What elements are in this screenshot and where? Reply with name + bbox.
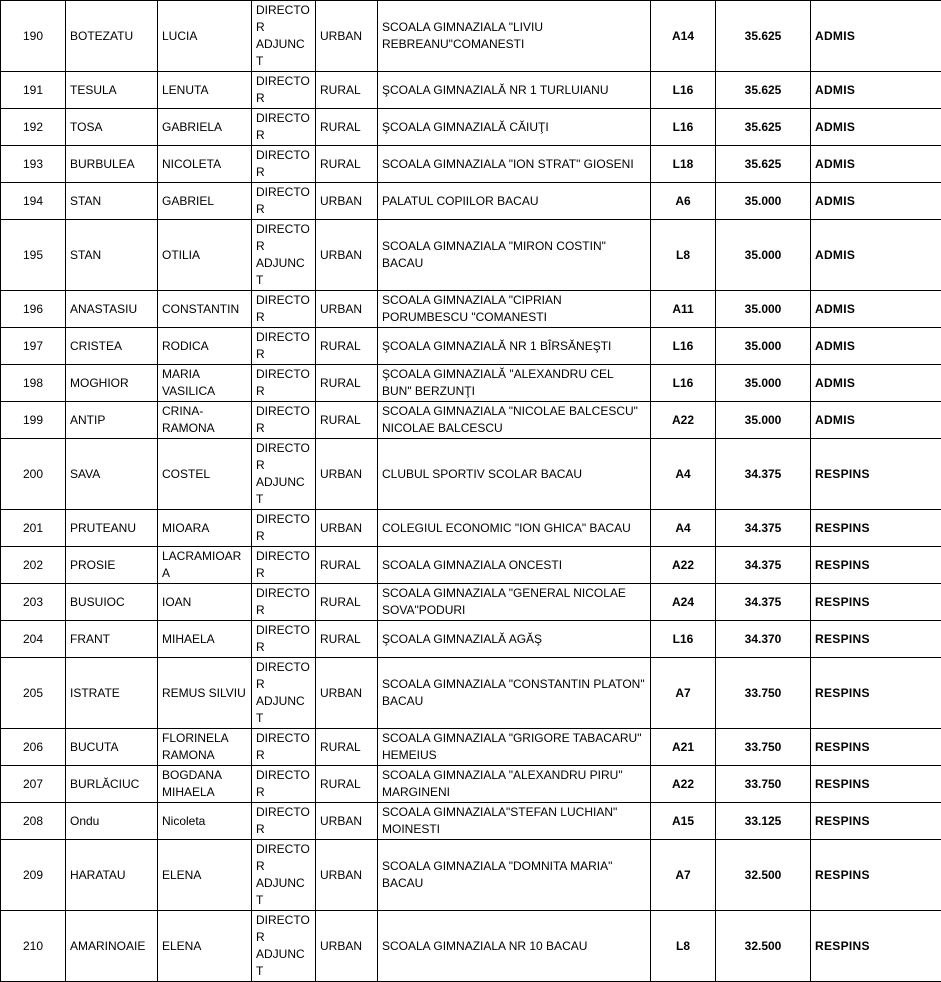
environment-cell: RURAL — [316, 402, 378, 439]
environment-cell: RURAL — [316, 146, 378, 183]
position-cell: DIRECTOR ADJUNCT — [252, 840, 316, 911]
school-name-cell: SCOALA GIMNAZIALA NR 10 BACAU — [378, 911, 651, 982]
exam-code-cell: L8 — [651, 220, 716, 291]
first-name-cell: LENUTA — [158, 72, 252, 109]
last-name-cell: BUCUTA — [66, 729, 158, 766]
exam-code-cell: A11 — [651, 291, 716, 328]
last-name-cell: ANTIP — [66, 402, 158, 439]
school-name-cell: SCOALA GIMNAZIALA "GRIGORE TABACARU" HEMEIUS — [378, 729, 651, 766]
status-cell: RESPINS — [811, 911, 941, 982]
status-cell: RESPINS — [811, 729, 941, 766]
last-name-cell: FRANT — [66, 621, 158, 658]
exam-code-cell: A22 — [651, 547, 716, 584]
status-cell: RESPINS — [811, 658, 941, 729]
score-cell: 33.750 — [716, 766, 811, 803]
school-name-cell: SCOALA GIMNAZIALA "LIVIU REBREANU"COMANESTI — [378, 1, 651, 72]
position-cell: DIRECTOR ADJUNCT — [252, 1, 316, 72]
school-name-cell: SCOALA GIMNAZIALA "GENERAL NICOLAE SOVA"PODURI — [378, 584, 651, 621]
exam-code-cell: A6 — [651, 183, 716, 220]
exam-code-cell: A7 — [651, 658, 716, 729]
score-cell: 35.000 — [716, 291, 811, 328]
row-number-cell: 200 — [1, 439, 66, 510]
table-row — [1, 584, 941, 621]
row-number-cell: 191 — [1, 72, 66, 109]
first-name-cell: FLORINELA RAMONA — [158, 729, 252, 766]
school-name-cell: ŞCOALA GIMNAZIALĂ "ALEXANDRU CEL BUN" BERZUNŢI — [378, 365, 651, 402]
status-cell: ADMIS — [811, 328, 941, 365]
row-number-cell: 201 — [1, 510, 66, 547]
first-name-cell: CONSTANTIN — [158, 291, 252, 328]
row-number-cell: 209 — [1, 840, 66, 911]
first-name-cell: NICOLETA — [158, 146, 252, 183]
status-cell: ADMIS — [811, 146, 941, 183]
status-cell: ADMIS — [811, 365, 941, 402]
position-cell: DIRECTOR — [252, 547, 316, 584]
table-row — [1, 1, 941, 72]
position-cell: DIRECTOR — [252, 729, 316, 766]
score-cell: 33.750 — [716, 658, 811, 729]
table-row — [1, 621, 941, 658]
status-cell: RESPINS — [811, 584, 941, 621]
row-number-cell: 210 — [1, 911, 66, 982]
position-cell: DIRECTOR ADJUNCT — [252, 439, 316, 510]
exam-code-cell: A4 — [651, 439, 716, 510]
school-name-cell: CLUBUL SPORTIV SCOLAR BACAU — [378, 439, 651, 510]
row-number-cell: 197 — [1, 328, 66, 365]
table-row — [1, 658, 941, 729]
last-name-cell: PROSIE — [66, 547, 158, 584]
score-cell: 34.375 — [716, 439, 811, 510]
first-name-cell: GABRIELA — [158, 109, 252, 146]
exam-code-cell: A4 — [651, 510, 716, 547]
row-number-cell: 204 — [1, 621, 66, 658]
first-name-cell: BOGDANA MIHAELA — [158, 766, 252, 803]
row-number-cell: 194 — [1, 183, 66, 220]
first-name-cell: MIHAELA — [158, 621, 252, 658]
row-number-cell: 202 — [1, 547, 66, 584]
status-cell: RESPINS — [811, 621, 941, 658]
score-cell: 35.000 — [716, 220, 811, 291]
score-cell: 35.625 — [716, 146, 811, 183]
school-name-cell: SCOALA GIMNAZIALA "CIPRIAN PORUMBESCU "COMANESTI — [378, 291, 651, 328]
position-cell: DIRECTOR — [252, 510, 316, 547]
status-cell: RESPINS — [811, 803, 941, 840]
position-cell: DIRECTOR — [252, 402, 316, 439]
environment-cell: URBAN — [316, 510, 378, 547]
status-cell: ADMIS — [811, 291, 941, 328]
first-name-cell: LACRAMIOARA — [158, 547, 252, 584]
last-name-cell: STAN — [66, 220, 158, 291]
exam-code-cell: A7 — [651, 840, 716, 911]
school-name-cell: SCOALA GIMNAZIALA "NICOLAE BALCESCU" NICOLAE BALCESCU — [378, 402, 651, 439]
row-number-cell: 193 — [1, 146, 66, 183]
environment-cell: RURAL — [316, 621, 378, 658]
school-name-cell: ŞCOALA GIMNAZIALĂ CĂIUŢI — [378, 109, 651, 146]
status-cell: ADMIS — [811, 109, 941, 146]
environment-cell: URBAN — [316, 439, 378, 510]
exam-code-cell: L16 — [651, 365, 716, 402]
last-name-cell: PRUTEANU — [66, 510, 158, 547]
first-name-cell: LUCIA — [158, 1, 252, 72]
table-row — [1, 547, 941, 584]
row-number-cell: 205 — [1, 658, 66, 729]
score-cell: 34.370 — [716, 621, 811, 658]
table-row — [1, 911, 941, 982]
environment-cell: URBAN — [316, 803, 378, 840]
last-name-cell: AMARINOAIE — [66, 911, 158, 982]
table-row — [1, 146, 941, 183]
school-name-cell: SCOALA GIMNAZIALA "MIRON COSTIN" BACAU — [378, 220, 651, 291]
last-name-cell: MOGHIOR — [66, 365, 158, 402]
first-name-cell: GABRIEL — [158, 183, 252, 220]
first-name-cell: Nicoleta — [158, 803, 252, 840]
last-name-cell: BOTEZATU — [66, 1, 158, 72]
row-number-cell: 195 — [1, 220, 66, 291]
school-name-cell: SCOALA GIMNAZIALA "DOMNITA MARIA" BACAU — [378, 840, 651, 911]
table-row — [1, 183, 941, 220]
environment-cell: URBAN — [316, 911, 378, 982]
position-cell: DIRECTOR — [252, 72, 316, 109]
status-cell: ADMIS — [811, 72, 941, 109]
row-number-cell: 190 — [1, 1, 66, 72]
position-cell: DIRECTOR — [252, 183, 316, 220]
environment-cell: RURAL — [316, 72, 378, 109]
score-cell: 32.500 — [716, 911, 811, 982]
school-name-cell: COLEGIUL ECONOMIC "ION GHICA" BACAU — [378, 510, 651, 547]
environment-cell: URBAN — [316, 658, 378, 729]
environment-cell: RURAL — [316, 109, 378, 146]
position-cell: DIRECTOR — [252, 365, 316, 402]
row-number-cell: 207 — [1, 766, 66, 803]
school-name-cell: ŞCOALA GIMNAZIALĂ NR 1 BÎRSĂNEŞTI — [378, 328, 651, 365]
table-row — [1, 766, 941, 803]
first-name-cell: ELENA — [158, 911, 252, 982]
table-row — [1, 510, 941, 547]
table-row — [1, 109, 941, 146]
score-cell: 34.375 — [716, 510, 811, 547]
score-cell: 34.375 — [716, 584, 811, 621]
first-name-cell: MARIA VASILICA — [158, 365, 252, 402]
row-number-cell: 198 — [1, 365, 66, 402]
row-number-cell: 199 — [1, 402, 66, 439]
school-name-cell: SCOALA GIMNAZIALA ONCESTI — [378, 547, 651, 584]
school-name-cell: ŞCOALA GIMNAZIALĂ AGĂŞ — [378, 621, 651, 658]
last-name-cell: CRISTEA — [66, 328, 158, 365]
table-row — [1, 803, 941, 840]
first-name-cell: CRINA-RAMONA — [158, 402, 252, 439]
school-name-cell: SCOALA GIMNAZIALA "ALEXANDRU PIRU" MARGINENI — [378, 766, 651, 803]
exam-code-cell: L18 — [651, 146, 716, 183]
score-cell: 35.000 — [716, 365, 811, 402]
environment-cell: RURAL — [316, 729, 378, 766]
exam-code-cell: L8 — [651, 911, 716, 982]
school-name-cell: ŞCOALA GIMNAZIALĂ NR 1 TURLUIANU — [378, 72, 651, 109]
environment-cell: URBAN — [316, 183, 378, 220]
last-name-cell: HARATAU — [66, 840, 158, 911]
position-cell: DIRECTOR ADJUNCT — [252, 911, 316, 982]
status-cell: RESPINS — [811, 840, 941, 911]
first-name-cell: REMUS SILVIU — [158, 658, 252, 729]
last-name-cell: TOSA — [66, 109, 158, 146]
score-cell: 33.750 — [716, 729, 811, 766]
environment-cell: RURAL — [316, 547, 378, 584]
position-cell: DIRECTOR ADJUNCT — [252, 658, 316, 729]
table-row — [1, 402, 941, 439]
first-name-cell: IOAN — [158, 584, 252, 621]
score-cell: 35.000 — [716, 402, 811, 439]
environment-cell: RURAL — [316, 766, 378, 803]
table-row — [1, 729, 941, 766]
exam-code-cell: L16 — [651, 328, 716, 365]
row-number-cell: 206 — [1, 729, 66, 766]
exam-code-cell: L16 — [651, 621, 716, 658]
score-cell: 34.375 — [716, 547, 811, 584]
status-cell: ADMIS — [811, 1, 941, 72]
environment-cell: RURAL — [316, 584, 378, 621]
environment-cell: URBAN — [316, 291, 378, 328]
last-name-cell: STAN — [66, 183, 158, 220]
status-cell: RESPINS — [811, 547, 941, 584]
first-name-cell: RODICA — [158, 328, 252, 365]
position-cell: DIRECTOR — [252, 328, 316, 365]
exam-code-cell: A15 — [651, 803, 716, 840]
position-cell: DIRECTOR — [252, 109, 316, 146]
table-row — [1, 72, 941, 109]
environment-cell: URBAN — [316, 840, 378, 911]
status-cell: ADMIS — [811, 402, 941, 439]
school-name-cell: PALATUL COPIILOR BACAU — [378, 183, 651, 220]
last-name-cell: BURLĂCIUC — [66, 766, 158, 803]
status-cell: ADMIS — [811, 220, 941, 291]
exam-code-cell: L16 — [651, 72, 716, 109]
table-row — [1, 291, 941, 328]
last-name-cell: BUSUIOC — [66, 584, 158, 621]
last-name-cell: TESULA — [66, 72, 158, 109]
exam-code-cell: A22 — [651, 766, 716, 803]
row-number-cell: 192 — [1, 109, 66, 146]
environment-cell: URBAN — [316, 220, 378, 291]
score-cell: 35.000 — [716, 328, 811, 365]
status-cell: RESPINS — [811, 439, 941, 510]
score-cell: 35.000 — [716, 183, 811, 220]
position-cell: DIRECTOR — [252, 584, 316, 621]
status-cell: RESPINS — [811, 766, 941, 803]
table-row — [1, 365, 941, 402]
score-cell: 35.625 — [716, 109, 811, 146]
score-cell: 32.500 — [716, 840, 811, 911]
exam-code-cell: L16 — [651, 109, 716, 146]
status-cell: RESPINS — [811, 510, 941, 547]
last-name-cell: ISTRATE — [66, 658, 158, 729]
last-name-cell: BURBULEA — [66, 146, 158, 183]
status-cell: ADMIS — [811, 183, 941, 220]
row-number-cell: 203 — [1, 584, 66, 621]
table-row — [1, 220, 941, 291]
first-name-cell: ELENA — [158, 840, 252, 911]
exam-code-cell: A14 — [651, 1, 716, 72]
last-name-cell: Ondu — [66, 803, 158, 840]
score-cell: 35.625 — [716, 1, 811, 72]
position-cell: DIRECTOR — [252, 621, 316, 658]
last-name-cell: SAVA — [66, 439, 158, 510]
position-cell: DIRECTOR — [252, 291, 316, 328]
table-body — [1, 1, 941, 982]
environment-cell: RURAL — [316, 328, 378, 365]
table-row — [1, 328, 941, 365]
school-name-cell: SCOALA GIMNAZIALA "ION STRAT" GIOSENI — [378, 146, 651, 183]
position-cell: DIRECTOR — [252, 766, 316, 803]
score-cell: 33.125 — [716, 803, 811, 840]
position-cell: DIRECTOR ADJUNCT — [252, 220, 316, 291]
last-name-cell: ANASTASIU — [66, 291, 158, 328]
table-row — [1, 840, 941, 911]
score-cell: 35.625 — [716, 72, 811, 109]
first-name-cell: COSTEL — [158, 439, 252, 510]
first-name-cell: OTILIA — [158, 220, 252, 291]
first-name-cell: MIOARA — [158, 510, 252, 547]
environment-cell: RURAL — [316, 365, 378, 402]
school-name-cell: SCOALA GIMNAZIALA"STEFAN LUCHIAN" MOINESTI — [378, 803, 651, 840]
exam-code-cell: A24 — [651, 584, 716, 621]
row-number-cell: 208 — [1, 803, 66, 840]
exam-code-cell: A21 — [651, 729, 716, 766]
position-cell: DIRECTOR — [252, 146, 316, 183]
exam-code-cell: A22 — [651, 402, 716, 439]
position-cell: DIRECTOR — [252, 803, 316, 840]
environment-cell: URBAN — [316, 1, 378, 72]
school-name-cell: SCOALA GIMNAZIALA "CONSTANTIN PLATON" BACAU — [378, 658, 651, 729]
row-number-cell: 196 — [1, 291, 66, 328]
table-row — [1, 439, 941, 510]
